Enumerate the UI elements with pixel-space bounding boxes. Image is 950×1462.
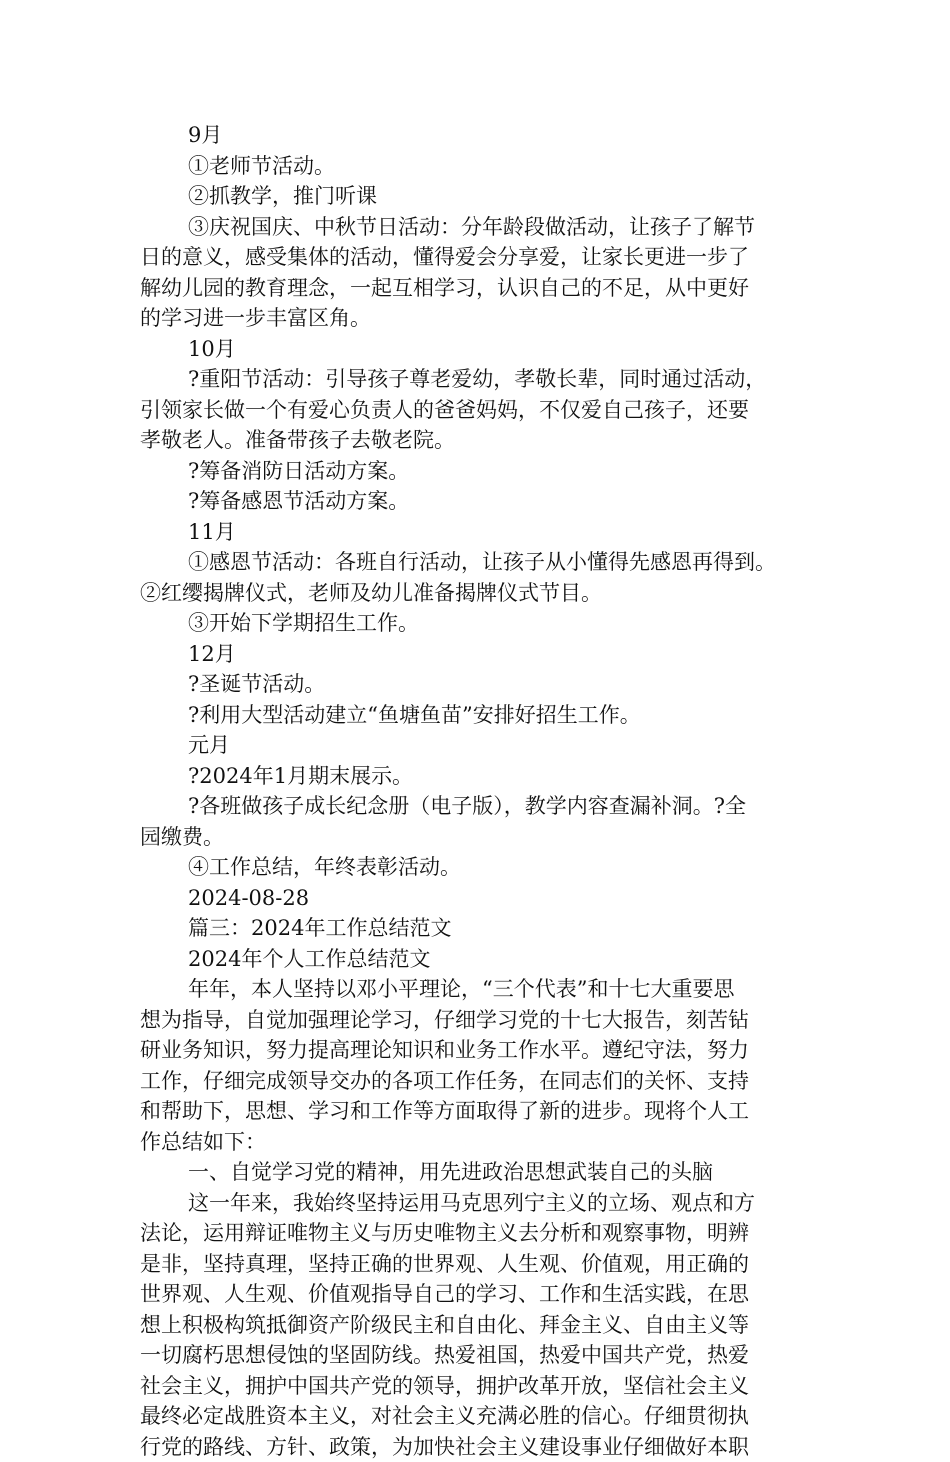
text-line: ?筹备感恩节活动方案。 xyxy=(140,486,812,517)
text-line: 11月 xyxy=(140,517,812,548)
text-line: 作总结如下： xyxy=(140,1127,812,1158)
text-line: 想为指导，自觉加强理论学习，仔细学习党的十七大报告，刻苦钻 xyxy=(140,1005,812,1036)
text-line: 园缴费。 xyxy=(140,822,812,853)
text-line: 社会主义，拥护中国共产党的领导，拥护改革开放，坚信社会主义 xyxy=(140,1371,812,1402)
text-line: 日的意义，感受集体的活动，懂得爱会分享爱，让家长更进一步了 xyxy=(140,242,812,273)
text-line: 是非，坚持真理，坚持正确的世界观、人生观、价值观，用正确的 xyxy=(140,1249,812,1280)
text-line: ②红缨揭牌仪式，老师及幼儿准备揭牌仪式节目。 xyxy=(140,578,812,609)
text-line: 解幼儿园的教育理念，一起互相学习，认识自己的不足，从中更好 xyxy=(140,273,812,304)
text-line: ③庆祝国庆、中秋节日活动：分年龄段做活动，让孩子了解节 xyxy=(140,212,812,243)
text-line: 2024年个人工作总结范文 xyxy=(140,944,812,975)
text-line: 元月 xyxy=(140,730,812,761)
document-body xyxy=(140,120,812,1462)
text-line: ?筹备消防日活动方案。 xyxy=(140,456,812,487)
text-line: 孝敬老人。准备带孩子去敬老院。 xyxy=(140,425,812,456)
text-line: 9月 xyxy=(140,120,812,151)
text-line: 最终必定战胜资本主义，对社会主义充满必胜的信心。仔细贯彻执 xyxy=(140,1401,812,1432)
text-line: 2024-08-28 xyxy=(140,883,812,914)
text-line: 的学习进一步丰富区角。 xyxy=(140,303,812,334)
text-line: ?2024年1月期末展示。 xyxy=(140,761,812,792)
text-line: 引领家长做一个有爱心负责人的爸爸妈妈，不仅爱自己孩子，还要 xyxy=(140,395,812,426)
text-line: 和帮助下，思想、学习和工作等方面取得了新的进步。现将个人工 xyxy=(140,1096,812,1127)
text-line: 行党的路线、方针、政策，为加快社会主义建设事业仔细做好本职 xyxy=(140,1432,812,1462)
text-line: 篇三：2024年工作总结范文 xyxy=(140,913,812,944)
text-line: 研业务知识，努力提高理论知识和业务工作水平。遵纪守法，努力 xyxy=(140,1035,812,1066)
text-line: 这一年来，我始终坚持运用马克思列宁主义的立场、观点和方 xyxy=(140,1188,812,1219)
text-line: ④工作总结，年终表彰活动。 xyxy=(140,852,812,883)
text-line: ?各班做孩子成长纪念册（电子版），教学内容查漏补洞。?全 xyxy=(140,791,812,822)
text-line: ?重阳节活动：引导孩子尊老爱幼，孝敬长辈，同时通过活动， xyxy=(140,364,812,395)
text-line: 一切腐朽思想侵蚀的坚固防线。热爱祖国，热爱中国共产党，热爱 xyxy=(140,1340,812,1371)
text-line: ①老师节活动。 xyxy=(140,151,812,182)
text-line: 工作，仔细完成领导交办的各项工作任务，在同志们的关怀、支持 xyxy=(140,1066,812,1097)
text-line: 想上积极构筑抵御资产阶级民主和自由化、拜金主义、自由主义等 xyxy=(140,1310,812,1341)
text-line: ①感恩节活动：各班自行活动，让孩子从小懂得先感恩再得到。 xyxy=(140,547,812,578)
text-line: ?圣诞节活动。 xyxy=(140,669,812,700)
text-line: 10月 xyxy=(140,334,812,365)
text-line: ②抓教学，推门听课 xyxy=(140,181,812,212)
text-line: ③开始下学期招生工作。 xyxy=(140,608,812,639)
text-line: 法论，运用辩证唯物主义与历史唯物主义去分析和观察事物，明辨 xyxy=(140,1218,812,1249)
text-line: 年年，本人坚持以邓小平理论，“三个代表”和十七大重要思 xyxy=(140,974,812,1005)
text-line: 12月 xyxy=(140,639,812,670)
text-line: 一、自觉学习党的精神，用先进政治思想武装自己的头脑 xyxy=(140,1157,812,1188)
text-line: ?利用大型活动建立“鱼塘鱼苗”安排好招生工作。 xyxy=(140,700,812,731)
text-line: 世界观、人生观、价值观指导自己的学习、工作和生活实践，在思 xyxy=(140,1279,812,1310)
